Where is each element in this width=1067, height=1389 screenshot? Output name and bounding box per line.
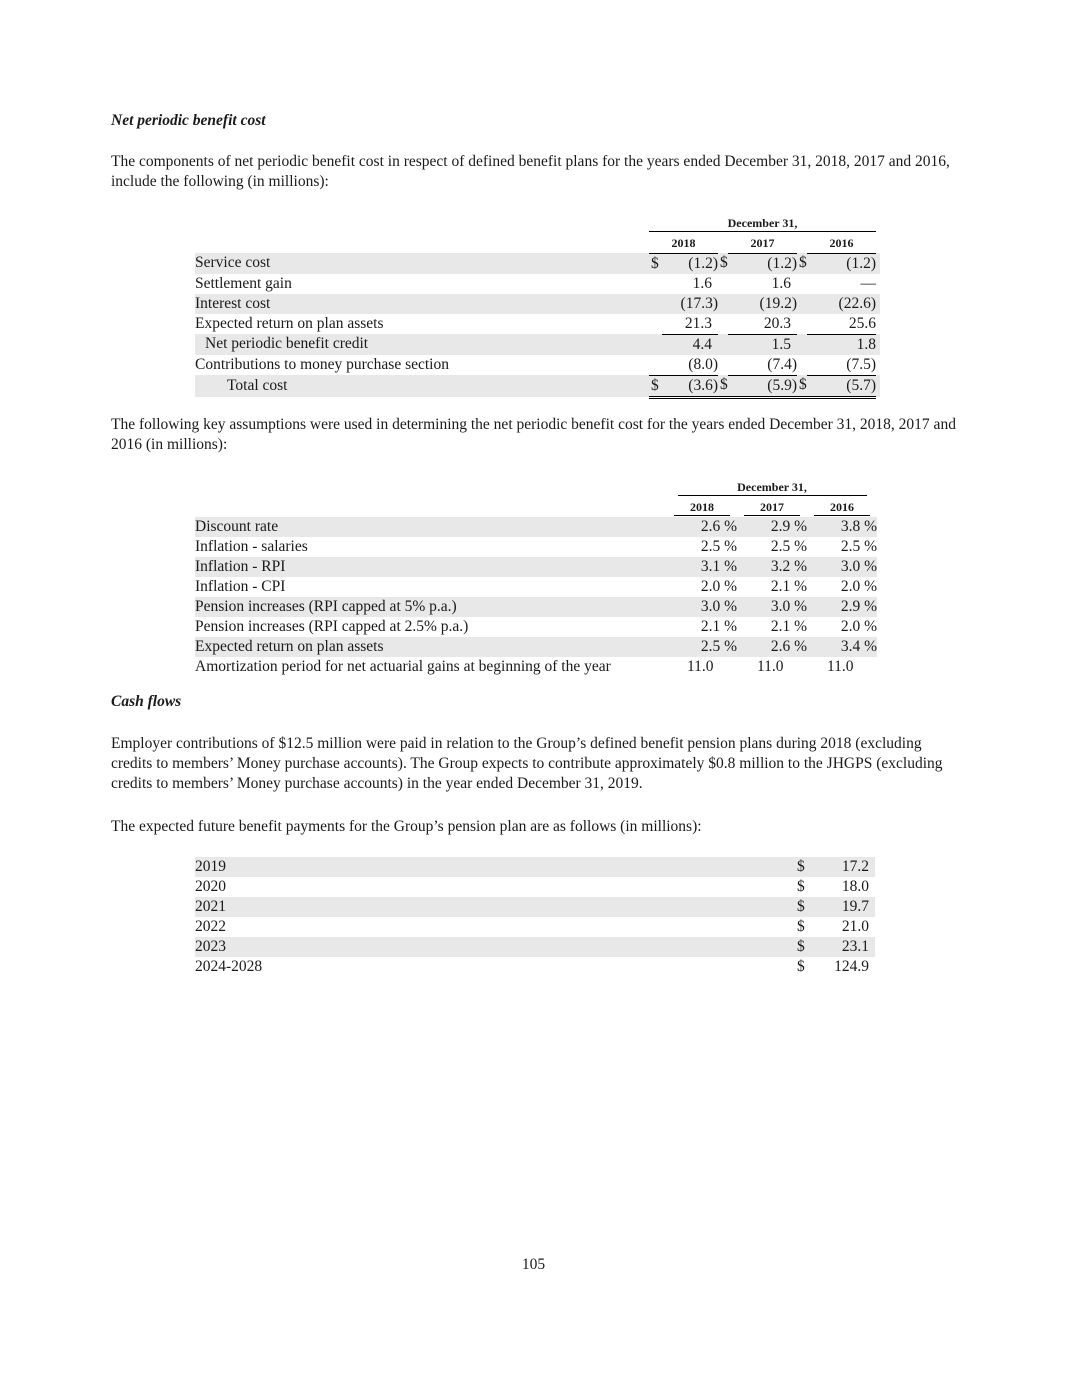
cell-value: 2.6 % [737, 637, 807, 657]
row-label: 2020 [195, 878, 226, 895]
year-header: 2016 [807, 233, 876, 253]
intro-paragraph-key-assumptions: The following key assumptions were used in determining the net periodic benefit cost for the years ended December 31, 2018, 2017 and 2016 (in millions): [111, 416, 956, 453]
currency-symbol: $ [649, 253, 662, 274]
cell-value: 4.4 [662, 334, 718, 355]
cell-value: 21.3 [662, 314, 718, 335]
table-header-row [195, 213, 880, 233]
table-row [195, 274, 880, 294]
table-row [195, 577, 877, 597]
cell-value: 21.0 [841, 918, 869, 935]
row-label: Service cost [195, 253, 649, 274]
table-row [195, 537, 877, 557]
table-row [195, 617, 877, 637]
row-label: Expected return on plan assets [195, 637, 667, 657]
currency-symbol: $ [718, 375, 728, 397]
cell-value: 2.5 % [700, 538, 737, 555]
table-row [195, 294, 880, 314]
row-label: 2019 [195, 857, 795, 877]
year-header: 2017 [728, 233, 797, 253]
cell-value: 3.1 % [667, 557, 737, 577]
key-assumptions-table [195, 477, 877, 677]
cash-flows-paragraph: Employer contributions of $12.5 million were paid in relation to the Group’s defined benefit pension plans during 2018 (excluding credits to members’ Money purchase accounts). The Group expects to contribute approximately $0.8 million to the JHGPS (excluding credits to members’ Money purchase accounts) in the year ended December 31, 2019. [111, 735, 943, 792]
row-label: Contributions to money purchase section [195, 355, 449, 373]
table-years-row [195, 233, 880, 253]
table-years-row [195, 497, 877, 517]
table-header-row [195, 477, 877, 497]
row-label: 2024-2028 [195, 958, 263, 975]
row-label: Net periodic benefit credit [195, 334, 649, 355]
cell-value: 3.4 % [807, 637, 877, 657]
row-label: Pension increases (RPI capped at 2.5% p.a.) [195, 618, 469, 635]
cell-value: (3.6) [662, 375, 718, 397]
cell-value: 11.0 [687, 658, 714, 675]
year-header: 2018 [649, 233, 718, 253]
net-periodic-benefit-cost-table [195, 213, 880, 399]
section-heading-net-periodic-benefit-cost: Net periodic benefit cost [111, 112, 266, 129]
cell-value: 1.6 [692, 274, 712, 292]
currency-symbol: $ [649, 375, 662, 397]
row-label: 2023 [195, 937, 795, 957]
row-label: Inflation - CPI [195, 578, 286, 595]
cell-value: (7.4) [741, 355, 797, 376]
cell-value: 2.6 % [667, 517, 737, 537]
cell-value: 1.8 [820, 334, 876, 355]
column-group-header: December 31, [649, 215, 876, 232]
table-row [195, 355, 880, 376]
intro-paragraph-benefit-cost: The components of net periodic benefit cost in respect of defined benefit plans for the years ended December 31, 2018, 2017 and 2016, include the following (in millions): [111, 153, 950, 190]
cell-value: 20.3 [741, 314, 797, 335]
page-number: 105 [521, 1256, 546, 1273]
table-row-total [195, 375, 880, 397]
year-header: 2017 [744, 499, 800, 516]
table-row [195, 857, 875, 877]
cell-value: 23.1 [815, 937, 875, 957]
table-row [195, 334, 880, 355]
row-label: Inflation - RPI [195, 557, 667, 577]
expected-payments-paragraph: The expected future benefit payments for the Group’s pension plan are as follows (in millions): [111, 818, 702, 835]
currency-symbol: $ [795, 937, 815, 957]
cell-value: 3.8 % [807, 517, 877, 537]
row-label: Discount rate [195, 517, 667, 537]
currency-symbol: $ [797, 375, 807, 397]
cell-value: — [860, 274, 876, 292]
cell-value: 3.2 % [737, 557, 807, 577]
cell-value: 1.6 [771, 274, 791, 292]
table-row [195, 957, 875, 977]
cell-value: (1.2) [662, 253, 718, 274]
cell-value: (17.3) [662, 294, 718, 314]
cell-value: (7.5) [820, 355, 876, 376]
row-label: 2021 [195, 897, 795, 917]
cell-value: 2.9 % [737, 517, 807, 537]
cell-value: 2.0 % [700, 578, 737, 595]
table-row [195, 597, 877, 617]
cell-value: (8.0) [662, 355, 718, 376]
section-heading-cash-flows: Cash flows [111, 693, 182, 710]
cell-value: (5.9) [741, 375, 797, 397]
table-row [195, 557, 877, 577]
table-row [195, 657, 877, 677]
row-label: Pension increases (RPI capped at 5% p.a.) [195, 597, 667, 617]
row-label: Inflation - salaries [195, 538, 308, 555]
cell-value: 11.0 [757, 658, 784, 675]
table-row [195, 897, 875, 917]
table-row [195, 314, 880, 335]
year-header: 2018 [674, 499, 730, 516]
cell-value: 2.5 % [840, 538, 877, 555]
currency-symbol: $ [795, 897, 815, 917]
cell-value: (1.2) [741, 253, 797, 274]
cell-value: 2.1 % [770, 618, 807, 635]
table-row [195, 253, 880, 274]
row-label: Settlement gain [195, 274, 292, 292]
table-row [195, 517, 877, 537]
currency-symbol: $ [795, 857, 815, 877]
currency-symbol: $ [718, 253, 728, 274]
table-row [195, 937, 875, 957]
cell-value: 19.7 [815, 897, 875, 917]
year-header: 2016 [814, 499, 870, 516]
cell-value: 2.1 % [770, 578, 807, 595]
cell-value: 18.0 [841, 878, 869, 895]
cell-value: 3.0 % [737, 597, 807, 617]
cell-value: 3.0 % [667, 597, 737, 617]
row-label: Total cost [195, 375, 649, 397]
currency-symbol: $ [797, 918, 805, 935]
cell-value: (22.6) [820, 294, 876, 314]
cell-value: 1.5 [741, 334, 797, 355]
row-label: 2022 [195, 918, 226, 935]
column-group-header: December 31, [678, 479, 867, 496]
cell-value: 2.0 % [840, 578, 877, 595]
row-label: Interest cost [195, 294, 649, 314]
cell-value: (1.2) [820, 253, 876, 274]
currency-symbol: $ [797, 878, 805, 895]
row-label: Amortization period for net actuarial gains at beginning of the year [195, 658, 611, 675]
cell-value: 2.9 % [807, 597, 877, 617]
table-row [195, 917, 875, 937]
currency-symbol: $ [797, 958, 805, 975]
cell-value: 11.0 [827, 658, 854, 675]
cell-value: 124.9 [834, 958, 869, 975]
cell-value: 2.5 % [770, 538, 807, 555]
cell-value: 3.0 % [807, 557, 877, 577]
cell-value: 2.5 % [667, 637, 737, 657]
cell-value: 2.1 % [700, 618, 737, 635]
row-label: Expected return on plan assets [195, 314, 384, 332]
cell-value: (19.2) [741, 294, 797, 314]
table-row [195, 877, 875, 897]
expected-benefit-payments-table [195, 857, 875, 977]
currency-symbol: $ [797, 253, 807, 274]
table-row [195, 637, 877, 657]
cell-value: 2.0 % [840, 618, 877, 635]
cell-value: 25.6 [820, 314, 876, 335]
cell-value: 17.2 [815, 857, 875, 877]
cell-value: (5.7) [820, 375, 876, 397]
